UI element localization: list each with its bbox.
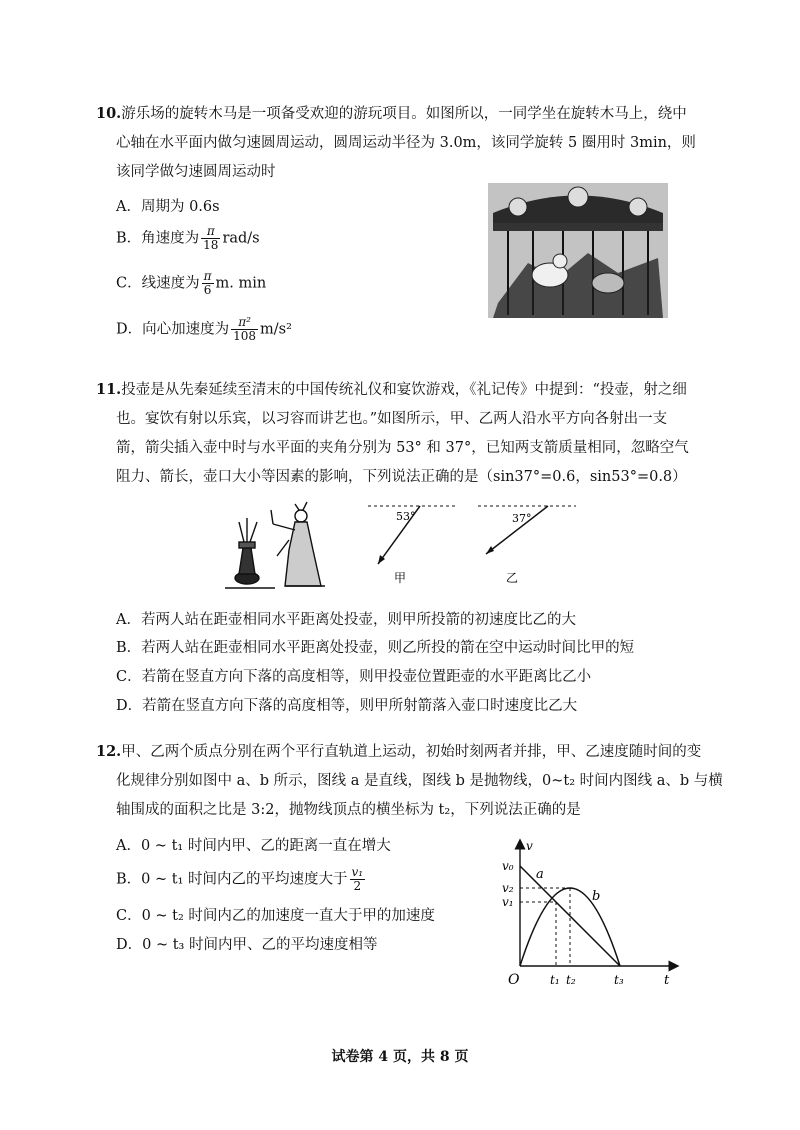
q10-text-1: 游乐场的旋转木马是一项备受欢迎的游玩项目。如图所以，一同学坐在旋转木马上，绕中 — [121, 106, 687, 122]
q11-text-1: 投壶是从先秦延续至清末的中国传统礼仪和宴饮游戏，《礼记传》中提到：“投壶，射之细 — [121, 382, 687, 398]
v1-label: v₁ — [502, 895, 514, 909]
q10-line-1 — [96, 104, 687, 124]
q11-line-2: 也。宴饮有射以乐宾，以习容而讲艺也。”如图所示，甲、乙两人沿水平方向各射出一支 — [116, 411, 668, 427]
q11-option-c: C．若箭在竖直方向下落的高度相等，则甲投壶位置距壶的水平距离比乙小 — [116, 669, 592, 685]
q10-option-a: A．周期为 0.6s — [116, 199, 220, 215]
q12-b-fraction: $\frac{\text{v₁}}{2}$ — [351, 865, 364, 893]
angle-53-label: 53° — [396, 510, 416, 523]
curve-b-label: b — [592, 889, 601, 904]
t1-label: t₁ — [550, 973, 560, 987]
t2-label: t₂ — [566, 973, 576, 987]
label-yi: 乙 — [506, 571, 519, 585]
q10-c-fraction: $\frac{\pi}{6}$ — [203, 269, 212, 297]
q10-option-d: D．向心加速度为 $\frac{\text{π²}}{108}$ m/s² — [116, 315, 292, 343]
v0-label: v₀ — [502, 859, 514, 873]
angle-37-label: 37° — [512, 512, 532, 525]
q10-option-b: B．角速度为 $\frac{\pi}{18}$ rad/s — [116, 224, 260, 252]
v2-label: v₂ — [502, 881, 514, 895]
q11-line-3: 箭，箭尖插入壶中时与水平面的夹角分别为 53° 和 37°，已知两支箭质量相同，忽略空气 — [116, 440, 689, 456]
q11-number: 11. — [96, 381, 122, 398]
q10-line-2: 心轴在水平面内做匀速圆周运动，圆周运动半径为 3.0m，该同学旋转 5 圈用时 3min，则 — [116, 135, 696, 151]
q11-option-b: B．若两人站在距壶相同水平距离处投壶，则乙所投的箭在空中运动时间比甲的短 — [116, 640, 635, 656]
q10-b-fraction: $\frac{\pi}{18}$ — [203, 224, 219, 252]
curve-a-label: a — [536, 867, 544, 882]
touhu-person-figure — [225, 500, 345, 590]
q12-option-d: D．0 ~ t₃ 时间内甲、乙的平均速度相等 — [116, 937, 378, 953]
q12-option-b: B．0 ~ t₁ 时间内乙的平均速度大于 $\frac{\text{v₁}}{2}$ — [116, 865, 364, 893]
arrow-yi-diagram — [478, 500, 578, 590]
q11-line-1 — [96, 380, 687, 400]
q11-line-4: 阻力、箭长，壶口大小等因素的影响，下列说法正确的是（sin37°=0.6，sin53°=0.8） — [116, 469, 687, 485]
carousel-photo — [488, 183, 668, 318]
q12-option-c: C．0 ~ t₂ 时间内乙的加速度一直大于甲的加速度 — [116, 908, 435, 924]
q12-line-1 — [96, 742, 701, 762]
q11-option-d: D．若箭在竖直方向下落的高度相等，则甲所射箭落入壶口时速度比乙大 — [116, 698, 578, 714]
origin-label: O — [508, 972, 520, 988]
q10-d-fraction: $\frac{\text{π²}}{108}$ — [233, 315, 257, 343]
arrow-jia-diagram — [368, 500, 458, 590]
q10-number: 10. — [96, 105, 122, 122]
label-jia: 甲 — [394, 571, 407, 585]
v-axis-label: v — [526, 839, 533, 853]
q12-text-1: 甲、乙两个质点分别在两个平行直轨道上运动，初始时刻两者并排，甲、乙速度随时间的变 — [121, 744, 702, 760]
q12-line-2: 化规律分别如图中 a、b 所示，图线 a 是直线，图线 b 是抛物线，0~t₂ 时间内图线 a、b 与横 — [116, 773, 723, 789]
t-axis-label: t — [664, 973, 670, 988]
q12-option-a: A．0 ~ t₁ 时间内甲、乙的距离一直在增大 — [116, 838, 391, 854]
q10-line-3: 该同学做匀速圆周运动时 — [116, 164, 276, 180]
q10-option-c: C．线速度为 $\frac{\pi}{6}$ m. min — [116, 269, 267, 297]
t3-label: t₃ — [614, 973, 624, 987]
page-footer: 试卷第 4 页，共 8 页 — [331, 1049, 469, 1065]
q11-option-a: A．若两人站在距壶相同水平距离处投壶，则甲所投箭的初速度比乙的大 — [116, 612, 576, 628]
q12-line-3: 轴围成的面积之比是 3:2，抛物线顶点的横坐标为 t₂，下列说法正确的是 — [116, 802, 581, 818]
velocity-time-graph — [496, 838, 686, 990]
q12-number: 12. — [96, 743, 122, 760]
